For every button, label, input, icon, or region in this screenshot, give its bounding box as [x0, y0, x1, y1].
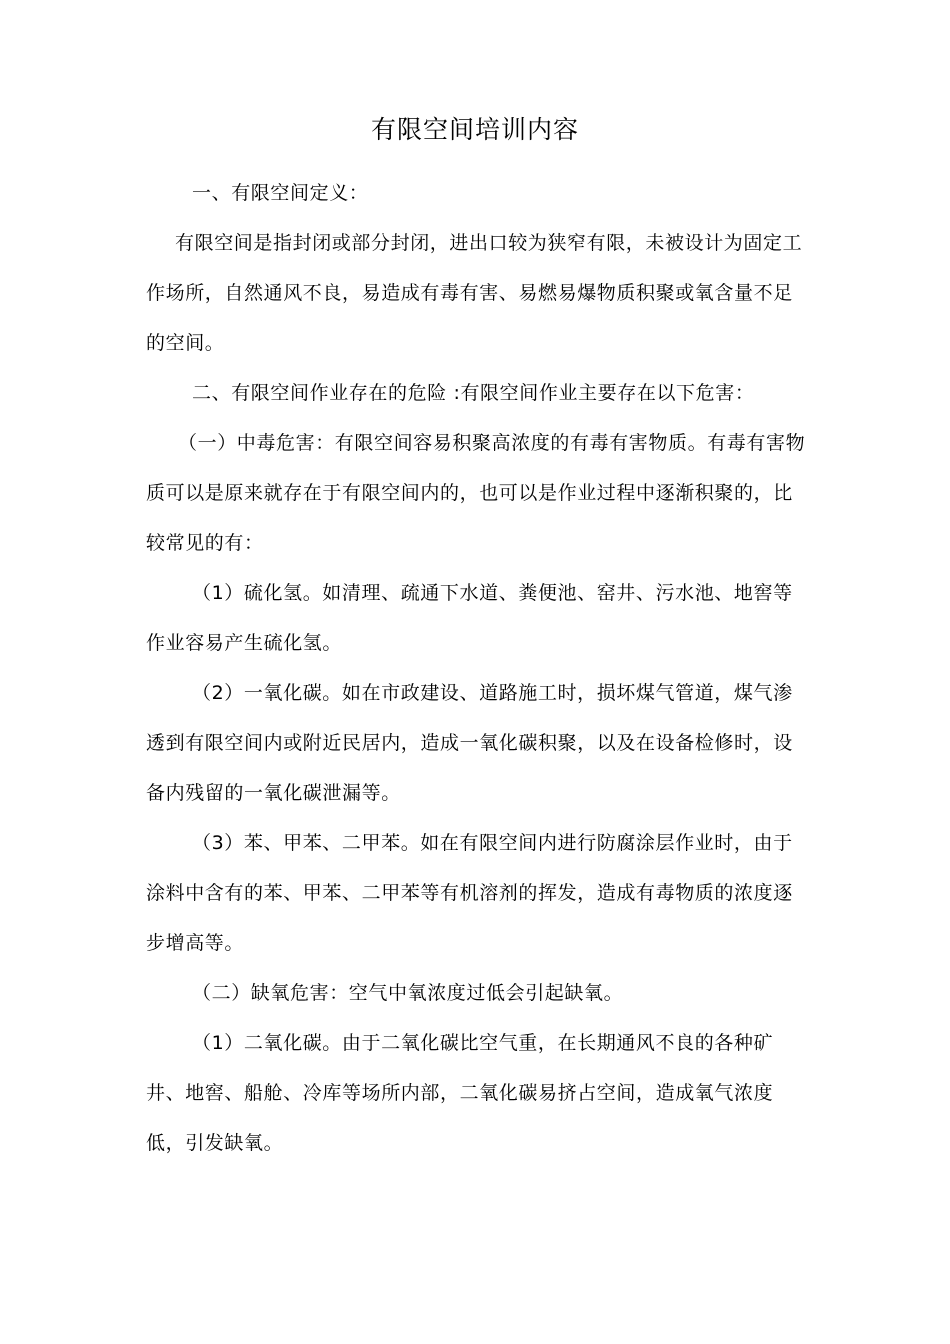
document-body — [146, 168, 812, 1168]
oxygen-deficiency-paragraph: （二）缺氧危害：空气中氧浓度过低会引起缺氧。 — [192, 982, 624, 1004]
document-title: 有限空间培训内容 — [370, 115, 579, 144]
hydrogen-sulfide-paragraph: （1）硫化氢。如清理、疏通下水道、粪便池、窑井、污水池、地窖等作业容易产生硫化氢。 — [146, 582, 793, 654]
poisoning-hazard-paragraph: （一）中毒危害：有限空间容易积聚高浓度的有毒有害物质。有毒有害物质可以是原来就存在于有限空间内的，也可以是作业过程中逐渐积聚的，比较常见的有： — [146, 432, 806, 554]
definition-paragraph: 有限空间是指封闭或部分封闭，进出口较为狭窄有限，未被设计为固定工作场所，自然通风不良，易造成有毒有害、易燃易爆物质积聚或氧含量不足的空间。 — [146, 232, 803, 354]
carbon-dioxide-paragraph: （1）二氧化碳。由于二氧化碳比空气重，在长期通风不良的各种矿井、地窖、船舱、冷库等场所内部，二氧化碳易挤占空间，造成氧气浓度低，引发缺氧。 — [146, 1032, 774, 1154]
carbon-monoxide-paragraph: （2）一氧化碳。如在市政建设、道路施工时，损坏煤气管道，煤气渗透到有限空间内或附近民居内，造成一氧化碳积聚，以及在设备检修时，设备内残留的一氧化碳泄漏等。 — [146, 682, 793, 804]
benzene-paragraph: （3）苯、甲苯、二甲苯。如在有限空间内进行防腐涂层作业时，由于涂料中含有的苯、甲苯、二甲苯等有机溶剂的挥发，造成有毒物质的浓度逐步增高等。 — [146, 832, 793, 954]
section-heading-definition: 一、有限空间定义： — [192, 182, 369, 204]
section-heading-hazards: 二、有限空间作业存在的危险 :有限空间作业主要存在以下危害： — [192, 382, 755, 404]
